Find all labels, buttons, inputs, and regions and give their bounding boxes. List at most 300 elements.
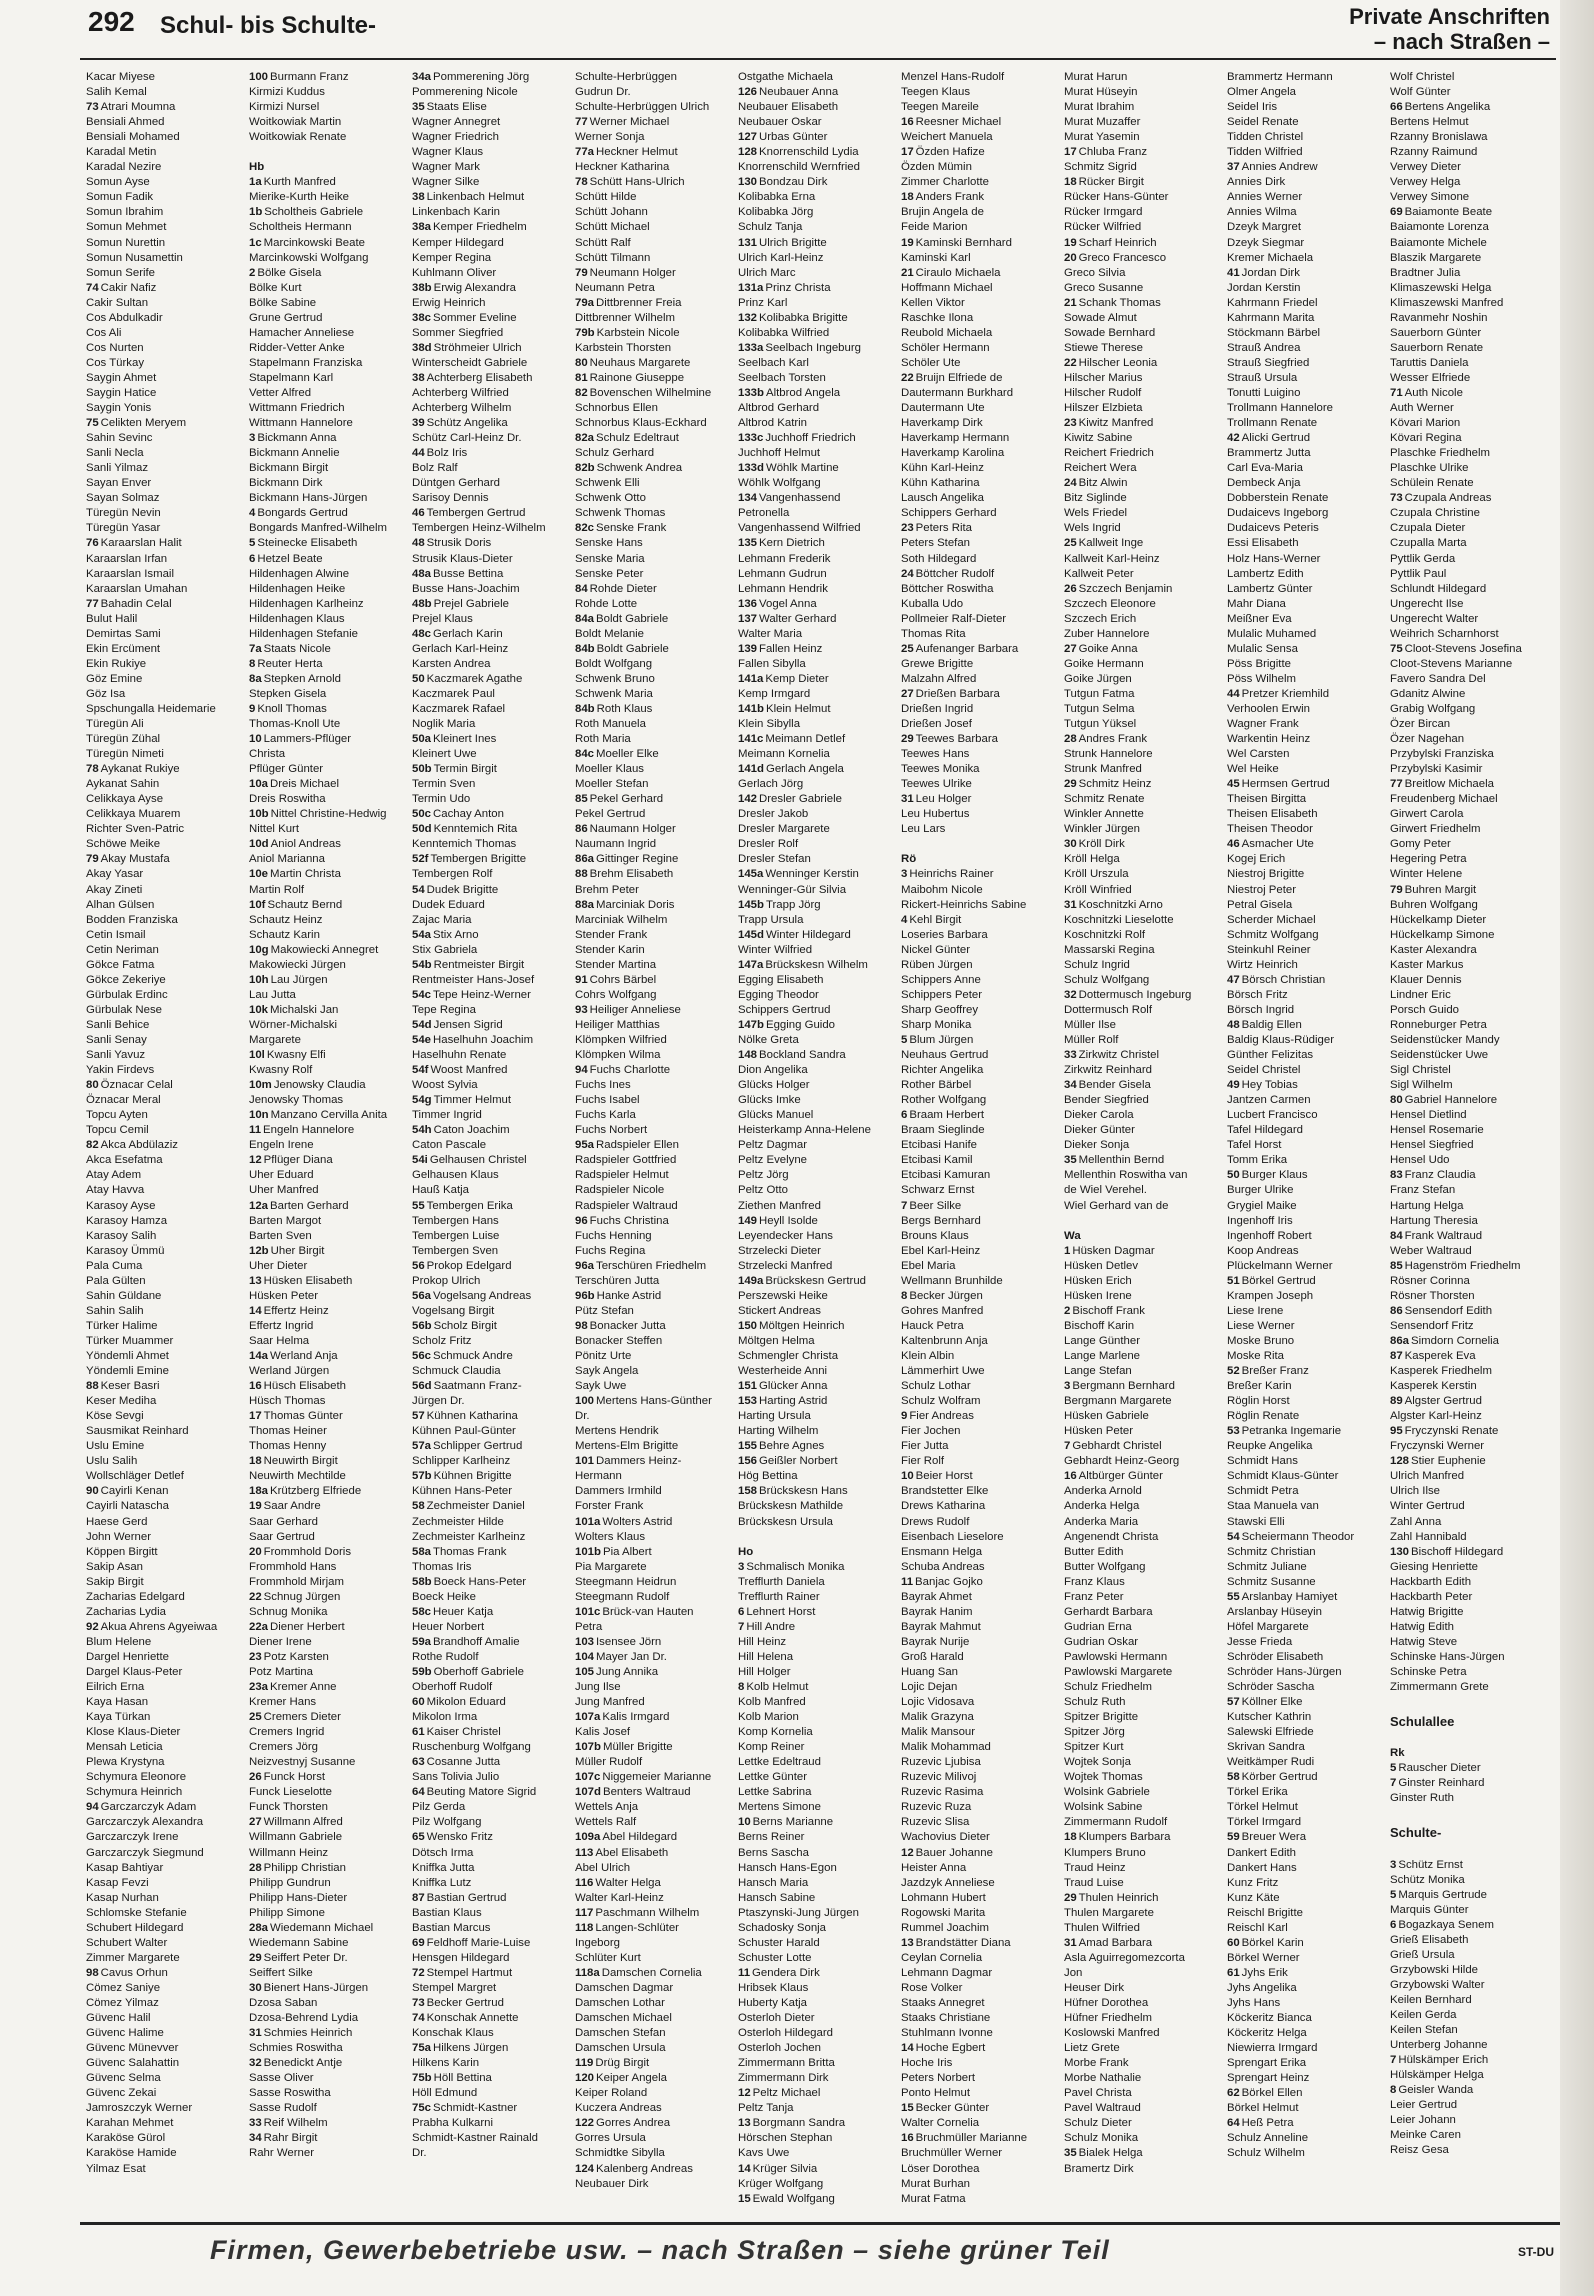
resident-name: Baiamonte Beate	[1404, 206, 1493, 219]
house-number: 50a	[412, 733, 432, 746]
house-number: 64	[412, 1786, 425, 1799]
footer-code: ST-DU	[1518, 2245, 1554, 2259]
directory-entry: Kenntemich Thomas	[412, 838, 517, 851]
directory-entry: Zimmermann Rudolf	[1064, 1816, 1168, 1829]
directory-entry	[412, 70, 571, 85]
directory-entry: Verwey Simone	[1390, 191, 1470, 204]
directory-entry: Dion Angelika	[738, 1064, 808, 1077]
directory-entry	[1390, 2083, 1549, 2098]
directory-entry: Ruzevic Ruza	[901, 1801, 972, 1814]
house-number: 79	[1390, 883, 1403, 896]
directory-entry: Gerhardt Barbara	[1064, 1605, 1153, 1618]
directory-column	[412, 70, 575, 2210]
directory-entry: Yöndemli Emine	[86, 1365, 169, 1378]
house-number: 88a	[575, 898, 595, 911]
resident-name: Dudek Brigitte	[426, 883, 499, 896]
directory-entry: Kallweit Karl-Heinz	[1064, 552, 1160, 565]
resident-name: Vogel Anna	[759, 597, 817, 610]
directory-entry	[1064, 1469, 1223, 1484]
resident-name: Boldt Gabriele	[596, 612, 669, 625]
directory-entry: Schwenk Maria	[575, 687, 653, 700]
directory-entry: Pütz Stefan	[575, 1304, 634, 1317]
directory-entry: Drews Katharina	[901, 1500, 986, 1513]
directory-entry: Kasap Bahtiyar	[86, 1861, 164, 1874]
resident-name: Heiliger Anneliese	[589, 1003, 681, 1016]
house-number: 78	[86, 763, 99, 776]
house-number: 82c	[575, 522, 595, 535]
directory-entry	[738, 867, 897, 882]
directory-entry: Kuhlmann Oliver	[412, 266, 497, 279]
directory-entry: Keser Mediha	[86, 1395, 157, 1408]
resident-name: Celikten Meryem	[100, 417, 187, 430]
directory-entry: Bensiali Mohamed	[86, 131, 180, 144]
directory-entry: Karbstein Thorsten	[575, 341, 672, 354]
directory-entry: Moeller Stefan	[575, 778, 649, 791]
house-number: 54c	[412, 988, 432, 1001]
directory-entry: Oberhoff Rudolf	[412, 1681, 493, 1694]
directory-entry: Heckner Katharina	[575, 161, 670, 174]
directory-entry	[412, 597, 571, 612]
resident-name: Mayer Jan Dr.	[596, 1650, 667, 1663]
resident-name: Kühnen Brigitte	[433, 1470, 512, 1483]
house-number: 38a	[412, 221, 432, 234]
directory-entry: Fier Jutta	[901, 1440, 949, 1453]
house-number: 52	[1227, 1365, 1240, 1378]
directory-entry: Egging Elisabeth	[738, 973, 824, 986]
directory-entry: Hauß Katja	[412, 1184, 469, 1197]
directory-entry	[249, 1108, 408, 1123]
house-number: 29	[1064, 778, 1077, 791]
directory-entry: Sanli Necla	[86, 447, 144, 460]
directory-entry	[249, 2116, 408, 2131]
house-number: 107d	[575, 1786, 601, 1799]
directory-entry: Loseries Barbara	[901, 928, 988, 941]
directory-entry: Neubauer Oskar	[738, 116, 822, 129]
resident-name: Bruchmüller Marianne	[915, 2132, 1028, 2145]
directory-entry: Kasap Fevzi	[86, 1876, 149, 1889]
directory-entry	[738, 1560, 897, 1575]
directory-entry: Saygin Yonis	[86, 402, 152, 415]
house-number: 52f	[412, 853, 429, 866]
directory-entry: Plaschke Friedhelm	[1390, 447, 1491, 460]
house-number: 136	[738, 597, 758, 610]
resident-name: Erwig Alexandra	[433, 281, 516, 294]
resident-name: Pretzer Kriemhild	[1241, 687, 1330, 700]
directory-entry	[249, 1199, 408, 1214]
resident-name: Asmacher Ute	[1241, 838, 1314, 851]
directory-entry: Hermann	[575, 1470, 622, 1483]
directory-entry	[1227, 1770, 1386, 1785]
directory-entry: Hildenhagen Stefanie	[249, 627, 358, 640]
directory-entry	[575, 1259, 734, 1274]
house-number: 83	[1390, 1169, 1403, 1182]
resident-name: Höll Bettina	[433, 2072, 492, 2085]
directory-entry: Carl Eva-Maria	[1227, 462, 1303, 475]
directory-entry: Winterscheidt Gabriele	[412, 356, 528, 369]
directory-entry: de Wiel Verehel.	[1064, 1184, 1147, 1197]
directory-entry: Hüsken Peter	[1064, 1425, 1134, 1438]
directory-entry: Mulalic Sensa	[1227, 642, 1298, 655]
resident-name: Gendera Dirk	[752, 1966, 820, 1979]
directory-entry	[249, 1951, 408, 1966]
directory-entry: Somun Nurettin	[86, 236, 166, 249]
house-number: 72	[412, 1966, 425, 1979]
directory-entry: Keiper Roland	[575, 2087, 648, 2100]
directory-entry: Lojic Dejan	[901, 1681, 958, 1694]
house-number: 13	[901, 1936, 914, 1949]
house-number: 19	[1064, 236, 1077, 249]
directory-entry: Fier Rolf	[901, 1455, 945, 1468]
house-number: 58b	[412, 1575, 432, 1588]
directory-column	[249, 70, 412, 2210]
resident-name: Thulen Heinrich	[1078, 1891, 1159, 1904]
resident-name: Keser Basri	[100, 1380, 160, 1393]
resident-name: Schlipper Gertrud	[433, 1440, 523, 1453]
directory-entry: Kirmizi Nursel	[249, 101, 320, 114]
house-number: 2	[1064, 1304, 1071, 1317]
directory-entry	[901, 1108, 1060, 1123]
resident-name: Fuchs Charlotte	[589, 1064, 671, 1077]
resident-name: Heinrichs Rainer	[909, 868, 994, 881]
directory-entry: Schwenk Otto	[575, 492, 646, 505]
resident-name: Jensen Sigrid	[433, 1018, 503, 1031]
directory-entry: Wagner Silke	[412, 176, 480, 189]
directory-entry	[1064, 898, 1223, 913]
directory-entry: Reischl Karl	[1227, 1921, 1288, 1934]
resident-name: Rauscher Dieter	[1398, 1762, 1481, 1775]
resident-name: Mellenthin Bernd	[1078, 1154, 1165, 1167]
house-number: 31	[901, 793, 914, 806]
directory-entry	[412, 807, 571, 822]
resident-name: Kolb Helmut	[746, 1681, 809, 1694]
directory-entry: Brückskesn Mathilde	[738, 1500, 844, 1513]
directory-entry	[1064, 416, 1223, 431]
directory-entry: Tafel Hildegard	[1227, 1124, 1303, 1137]
directory-entry	[412, 2011, 571, 2026]
section-title	[1290, 4, 1550, 54]
directory-entry: Schmitz Susanne	[1227, 1575, 1316, 1588]
house-number: 59b	[412, 1665, 432, 1678]
resident-name: Egging Guido	[765, 1018, 835, 1031]
directory-entry: Staa Manuela van	[1227, 1500, 1319, 1513]
directory-entry: Gudrian Oskar	[1064, 1635, 1139, 1648]
directory-entry: Niestroj Brigitte	[1227, 868, 1305, 881]
directory-entry	[1227, 1590, 1386, 1605]
directory-entry: Heisterkamp Anna-Helene	[738, 1124, 871, 1137]
directory-entry: Nickel Günter	[901, 943, 971, 956]
directory-entry	[1064, 1439, 1223, 1454]
directory-entry: Hoffmann Michael	[901, 281, 993, 294]
directory-entry: Walter Cornelia	[901, 2117, 980, 2130]
resident-name: Schautz Bernd	[267, 898, 343, 911]
directory-entry	[249, 1921, 408, 1936]
directory-entry: Breßer Karin	[1227, 1380, 1292, 1393]
directory-entry: Liese Irene	[1227, 1304, 1284, 1317]
resident-name: Cakir Nafiz	[100, 281, 157, 294]
directory-entry	[901, 1469, 1060, 1484]
directory-entry: Schubert Walter	[86, 1936, 168, 1949]
house-number: 50b	[412, 763, 432, 776]
directory-entry: Zimmermann Grete	[1390, 1681, 1489, 1694]
resident-name: Uher Birgit	[270, 1244, 325, 1257]
directory-entry: Schautz Karin	[249, 928, 320, 941]
directory-entry: Bulut Halil	[86, 612, 138, 625]
directory-entry: Lettke Edeltraud	[738, 1756, 821, 1769]
house-number: 56d	[412, 1380, 432, 1393]
resident-name: Rentmeister Birgit	[433, 958, 525, 971]
house-number: 17	[901, 146, 914, 159]
directory-entry: Sauerborn Renate	[1390, 341, 1484, 354]
directory-entry: Gorres Ursula	[575, 2132, 646, 2145]
directory-entry: Aykanat Sahin	[86, 778, 160, 791]
directory-entry: Röglin Horst	[1227, 1395, 1290, 1408]
house-number: 96a	[575, 1259, 595, 1272]
directory-entry: Kutscher Kathrin	[1227, 1711, 1312, 1724]
house-number: 58a	[412, 1545, 432, 1558]
resident-name: Schwenk Andrea	[596, 462, 683, 475]
directory-entry	[412, 1033, 571, 1048]
district-code: Rk	[1390, 1747, 1405, 1760]
directory-entry	[86, 1078, 245, 1093]
house-number: 82b	[575, 462, 595, 475]
directory-entry	[901, 642, 1060, 657]
directory-entry: Koschnitzki Lieselotte	[1064, 913, 1174, 926]
directory-entry: Krampen Joseph	[1227, 1289, 1314, 1302]
directory-entry: Meißner Eva	[1227, 612, 1292, 625]
directory-entry: Haselhuhn Renate	[412, 1049, 507, 1062]
house-number: 28a	[249, 1921, 269, 1934]
directory-entry: Wittmann Hannelore	[249, 417, 353, 430]
directory-entry: Reupke Angelika	[1227, 1440, 1313, 1453]
house-number: 23	[901, 522, 914, 535]
resident-name: Timmer Helmut	[433, 1094, 512, 1107]
directory-entry: Girwert Carola	[1390, 808, 1464, 821]
house-number: 58	[412, 1500, 425, 1513]
directory-entry: Sakip Asan	[86, 1560, 143, 1573]
house-number: 54d	[412, 1018, 432, 1031]
house-number: 76	[86, 537, 99, 550]
resident-name: Hüsch Elisabeth	[263, 1380, 346, 1393]
house-number: 130	[738, 176, 758, 189]
resident-name: Schütt Hans-Ulrich	[589, 176, 685, 189]
resident-name: Tepe Heinz-Werner	[433, 988, 531, 1001]
house-number: 34	[249, 2132, 262, 2145]
directory-entry: Rzanny Raimund	[1390, 146, 1478, 159]
directory-entry: Giesing Henriette	[1390, 1560, 1479, 1573]
resident-name: Glücker Anna	[759, 1380, 828, 1393]
resident-name: Ulrich Brigitte	[759, 236, 827, 249]
directory-entry: Topcu Ayten	[86, 1109, 148, 1122]
resident-name: Nittel Christine-Hedwig	[270, 808, 387, 821]
house-number: 19	[901, 236, 914, 249]
directory-entry: Wel Heike	[1227, 763, 1279, 776]
house-number: 61	[412, 1726, 425, 1739]
directory-entry	[1390, 1888, 1549, 1903]
directory-entry	[901, 190, 1060, 205]
directory-entry	[575, 1319, 734, 1334]
house-number: 62	[1227, 2087, 1240, 2100]
directory-entry: Bergs Bernhard	[901, 1214, 981, 1227]
directory-entry: Dr.	[412, 2147, 427, 2160]
directory-entry: Salih Kemal	[86, 86, 147, 99]
house-number: 22	[1064, 356, 1077, 369]
directory-entry: Hackbarth Edith	[1390, 1575, 1472, 1588]
house-number: 8	[901, 1289, 908, 1302]
directory-entry	[1390, 1259, 1549, 1274]
directory-entry: Walter Karl-Heinz	[575, 1891, 664, 1904]
directory-entry	[86, 1966, 245, 1981]
directory-entry: Lindner Eric	[1390, 988, 1451, 1001]
resident-name: Petranka Ingemarie	[1241, 1425, 1342, 1438]
house-number: 19	[249, 1500, 262, 1513]
directory-entry: Wagner Frank	[1227, 718, 1299, 731]
resident-name: Prejel Gabriele	[433, 597, 509, 610]
directory-entry: Atay Havva	[86, 1184, 145, 1197]
directory-entry: Bodden Franziska	[86, 913, 178, 926]
house-number: 10k	[249, 1003, 269, 1016]
house-number: 18	[901, 191, 914, 204]
directory-entry: Dresler Jakob	[738, 808, 809, 821]
directory-entry: Peltz Tanja	[738, 2102, 794, 2115]
directory-entry	[575, 1454, 734, 1469]
house-number: 131a	[738, 281, 764, 294]
house-number: 92	[86, 1620, 99, 1633]
directory-entry: Niewierra Irmgard	[1227, 2042, 1318, 2055]
directory-entry: Kahrmann Friedel	[1227, 296, 1318, 309]
directory-entry: Thomas-Knoll Ute	[249, 718, 341, 731]
directory-entry: Grzybowski Walter	[1390, 1978, 1485, 1991]
resident-name: Boldt Gabriele	[596, 642, 669, 655]
directory-entry: Lau Jutta	[249, 988, 296, 1001]
resident-name: Peltz Michael	[752, 2087, 821, 2100]
directory-entry: Osterloh Hildegard	[738, 2027, 833, 2040]
directory-entry: Wagner Annegret	[412, 116, 501, 129]
directory-entry: Eisenbach Lieselore	[901, 1530, 1004, 1543]
house-number: 101a	[575, 1515, 601, 1528]
resident-name: Heckner Helmut	[596, 146, 678, 159]
directory-entry: Reichert Wera	[1064, 462, 1137, 475]
resident-name: Öznacar Celal	[100, 1079, 173, 1092]
directory-entry	[1227, 1966, 1386, 1981]
house-number: 48c	[412, 627, 432, 640]
resident-name: Wiedemann Michael	[270, 1921, 374, 1934]
resident-name: Becker Günter	[915, 2102, 990, 2115]
house-number: 59a	[412, 1635, 432, 1648]
directory-entry: Eilrich Erna	[86, 1681, 145, 1694]
directory-entry: Angenendt Christa	[1064, 1530, 1159, 1543]
directory-entry: Greco Silvia	[1064, 266, 1126, 279]
directory-entry: Bruchmüller Werner	[901, 2147, 1003, 2160]
directory-entry: Pia Margarete	[575, 1560, 647, 1573]
directory-entry: Ptaszynski-Jung Jürgen	[738, 1906, 859, 1919]
resident-name: Bogazkaya Senem	[1398, 1918, 1494, 1931]
directory-entry: Teewes Hans	[901, 748, 970, 761]
directory-entry: Meimann Kornelia	[738, 748, 830, 761]
house-number: 32	[1064, 988, 1077, 1001]
directory-entry: Holz Hans-Werner	[1227, 552, 1321, 565]
resident-name: Moeller Elke	[596, 748, 659, 761]
house-number: 10h	[249, 973, 269, 986]
resident-name: Buhren Margit	[1404, 883, 1477, 896]
directory-entry	[1064, 1078, 1223, 1093]
directory-entry: Wagner Klaus	[412, 146, 484, 159]
resident-name: Keiper Angela	[596, 2072, 667, 2085]
house-number: 80	[1390, 1094, 1403, 1107]
resident-name: Senske Frank	[596, 522, 667, 535]
directory-entry: Wel Carsten	[1227, 748, 1290, 761]
directory-entry: Somun Ibrahim	[86, 206, 164, 219]
directory-entry: Asla Aguirregomezcorta	[1064, 1951, 1185, 1964]
directory-entry: Sprengart Heinz	[1227, 2072, 1310, 2085]
directory-entry: Frommhold Mirjam	[249, 1575, 344, 1588]
directory-entry	[249, 1304, 408, 1319]
directory-entry: Bayrak Mahmut	[901, 1620, 981, 1633]
directory-entry: Prinz Karl	[738, 296, 788, 309]
directory-entry: Cloot-Stevens Marianne	[1390, 657, 1513, 670]
directory-entry: Braam Sieglinde	[901, 1124, 985, 1137]
directory-entry	[738, 341, 897, 356]
resident-name: Lehnert Horst	[746, 1605, 816, 1618]
resident-name: Kaczmarek Agathe	[426, 672, 523, 685]
directory-column	[901, 70, 1064, 2210]
house-number: 10e	[249, 868, 269, 881]
directory-entry: Lange Marlene	[1064, 1349, 1140, 1362]
house-number: 80	[86, 1079, 99, 1092]
directory-entry: Arslanbay Hüseyin	[1227, 1605, 1322, 1618]
directory-entry: Bonacker Steffen	[575, 1334, 663, 1347]
directory-entry: Hatwig Edith	[1390, 1620, 1454, 1633]
resident-name: Cohrs Bärbel	[589, 973, 657, 986]
directory-entry: Karasoy Salih	[86, 1229, 157, 1242]
house-number: 84c	[575, 748, 595, 761]
directory-entry: Forster Frank	[575, 1500, 644, 1513]
directory-entry: Celikkaya Ayse	[86, 793, 164, 806]
resident-name: Wolters Astrid	[602, 1515, 673, 1528]
spacer	[1390, 1806, 1549, 1821]
directory-entry: Damschen Ursula	[575, 2042, 666, 2055]
directory-entry: Gdanitz Alwine	[1390, 687, 1466, 700]
house-number: 50c	[412, 808, 432, 821]
directory-entry: Wolf Christel	[1390, 71, 1455, 83]
directory-entry	[86, 1379, 245, 1394]
directory-entry: Ingenhoff Iris	[1227, 1214, 1293, 1227]
directory-entry: Hüsch Thomas	[249, 1395, 326, 1408]
directory-entry: Lambertz Edith	[1227, 567, 1304, 580]
directory-entry: Rösner Thorsten	[1390, 1289, 1475, 1302]
directory-entry: Schwenk Bruno	[575, 672, 655, 685]
house-number: 6	[1390, 1918, 1397, 1931]
directory-entry: Sans Tolivia Julio	[412, 1771, 500, 1784]
directory-entry	[575, 371, 734, 386]
directory-entry	[249, 1815, 408, 1830]
directory-entry: John Werner	[86, 1530, 152, 1543]
resident-name: Staats Nicole	[263, 642, 331, 655]
directory-entry	[738, 1439, 897, 1454]
directory-entry: Wettels Anja	[575, 1801, 639, 1814]
resident-name: Baldig Ellen	[1241, 1018, 1302, 1031]
directory-entry: Müller Rolf	[1064, 1034, 1119, 1046]
directory-entry: Menzel Hans-Rudolf	[901, 71, 1005, 83]
resident-name: Pekel Gerhard	[589, 793, 664, 806]
house-number: 7a	[249, 642, 262, 655]
directory-entry: Vetter Alfred	[249, 386, 312, 399]
directory-entry	[1064, 642, 1223, 657]
house-number: 38b	[412, 281, 432, 294]
directory-entry: Cremers Jörg	[249, 1741, 318, 1754]
directory-entry: Algster Karl-Heinz	[1390, 1410, 1482, 1423]
directory-entry: Hüfner Dorothea	[1064, 1997, 1149, 2009]
directory-entry: Schulz Lothar	[901, 1380, 971, 1393]
